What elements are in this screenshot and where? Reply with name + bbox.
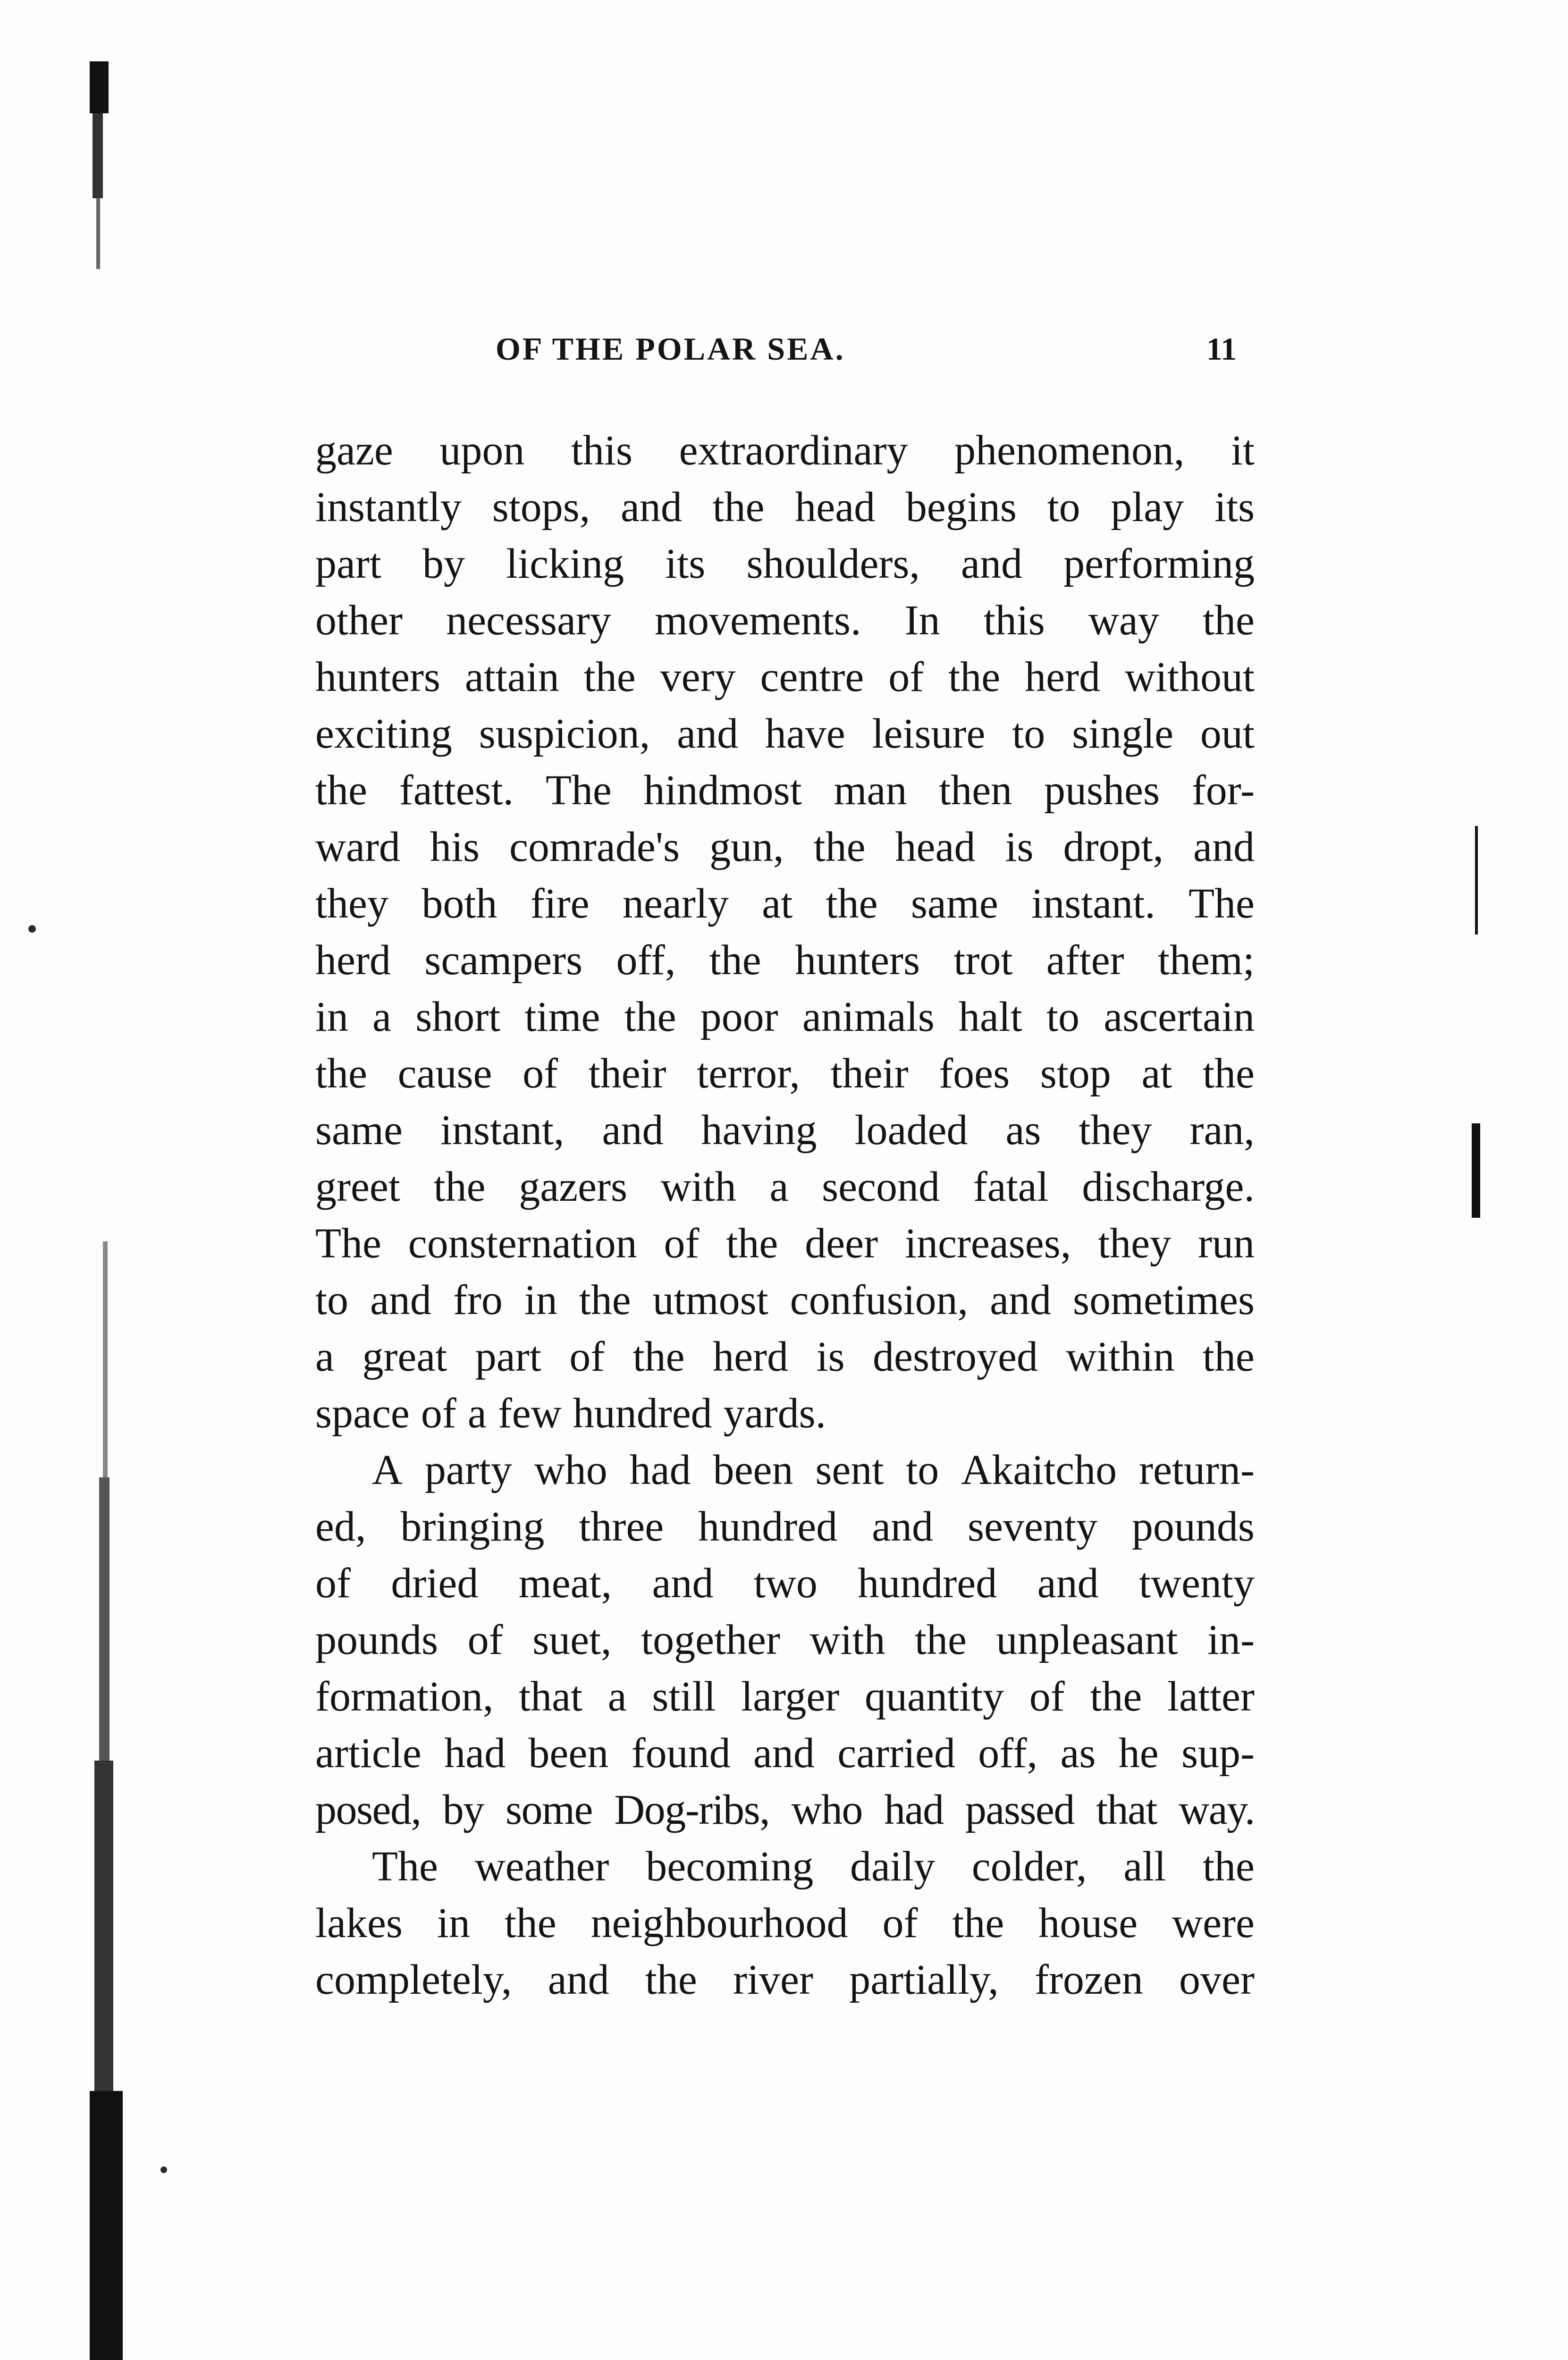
text-line: ed, bringing three hundred and seventy pounds bbox=[315, 1503, 1255, 1550]
text-line: hunters attain the very centre of the herd without bbox=[315, 654, 1255, 700]
text-line: they both fire nearly at the same instant. The bbox=[315, 880, 1255, 927]
text-line: posed, by some Dog-ribs, who had passed that way. bbox=[315, 1787, 1255, 1833]
text-line: formation, that a still larger quantity of the latter bbox=[315, 1673, 1255, 1720]
text-line: ward his comrade's gun, the head is dropt, and bbox=[315, 824, 1255, 870]
text-line: the cause of their terror, their foes stop at the bbox=[315, 1050, 1255, 1097]
text-line: other necessary movements. In this way the bbox=[315, 597, 1255, 644]
text-line: The weather becoming daily colder, all the bbox=[372, 1843, 1255, 1890]
text-line: instantly stops, and the head begins to play its bbox=[315, 484, 1255, 531]
text-line: gaze upon this extraordinary phenomenon, it bbox=[315, 427, 1255, 474]
text-line: space of a few hundred yards. bbox=[315, 1390, 826, 1437]
text-line: of dried meat, and two hundred and twenty bbox=[315, 1560, 1255, 1607]
text-line: article had been found and carried off, as he sup- bbox=[315, 1730, 1255, 1777]
text-line: same instant, and having loaded as they ran, bbox=[315, 1107, 1255, 1154]
page-number: 11 bbox=[1206, 331, 1237, 367]
text-line: pounds of suet, together with the unpleasant in- bbox=[315, 1617, 1255, 1663]
body-text bbox=[315, 422, 1255, 2008]
text-line: greet the gazers with a second fatal discharge. bbox=[315, 1163, 1255, 1210]
text-line: The consternation of the deer increases, they run bbox=[315, 1220, 1255, 1267]
text-line: to and fro in the utmost confusion, and sometimes bbox=[315, 1277, 1255, 1323]
text-line: A party who had been sent to Akaitcho return- bbox=[372, 1447, 1255, 1493]
speck-2 bbox=[160, 2166, 167, 2173]
text-line: part by licking its shoulders, and performing bbox=[315, 540, 1255, 587]
running-head: OF THE POLAR SEA. bbox=[496, 331, 845, 367]
binding-shadow bbox=[80, 61, 137, 2360]
text-line: exciting suspicion, and have leisure to single out bbox=[315, 710, 1255, 757]
page-header bbox=[312, 330, 1237, 382]
text-line: the fattest. The hindmost man then pushes for- bbox=[315, 767, 1255, 814]
margin-mark-2 bbox=[1472, 1123, 1480, 1218]
text-line: herd scampers off, the hunters trot after them; bbox=[315, 937, 1255, 984]
speck-1 bbox=[28, 925, 36, 933]
margin-mark-1 bbox=[1475, 826, 1478, 935]
text-line: a great part of the herd is destroyed within the bbox=[315, 1333, 1255, 1380]
text-line: in a short time the poor animals halt to ascertain bbox=[315, 994, 1255, 1040]
text-line: lakes in the neighbourhood of the house were bbox=[315, 1900, 1255, 1947]
text-line: completely, and the river partially, frozen over bbox=[315, 1956, 1255, 2003]
